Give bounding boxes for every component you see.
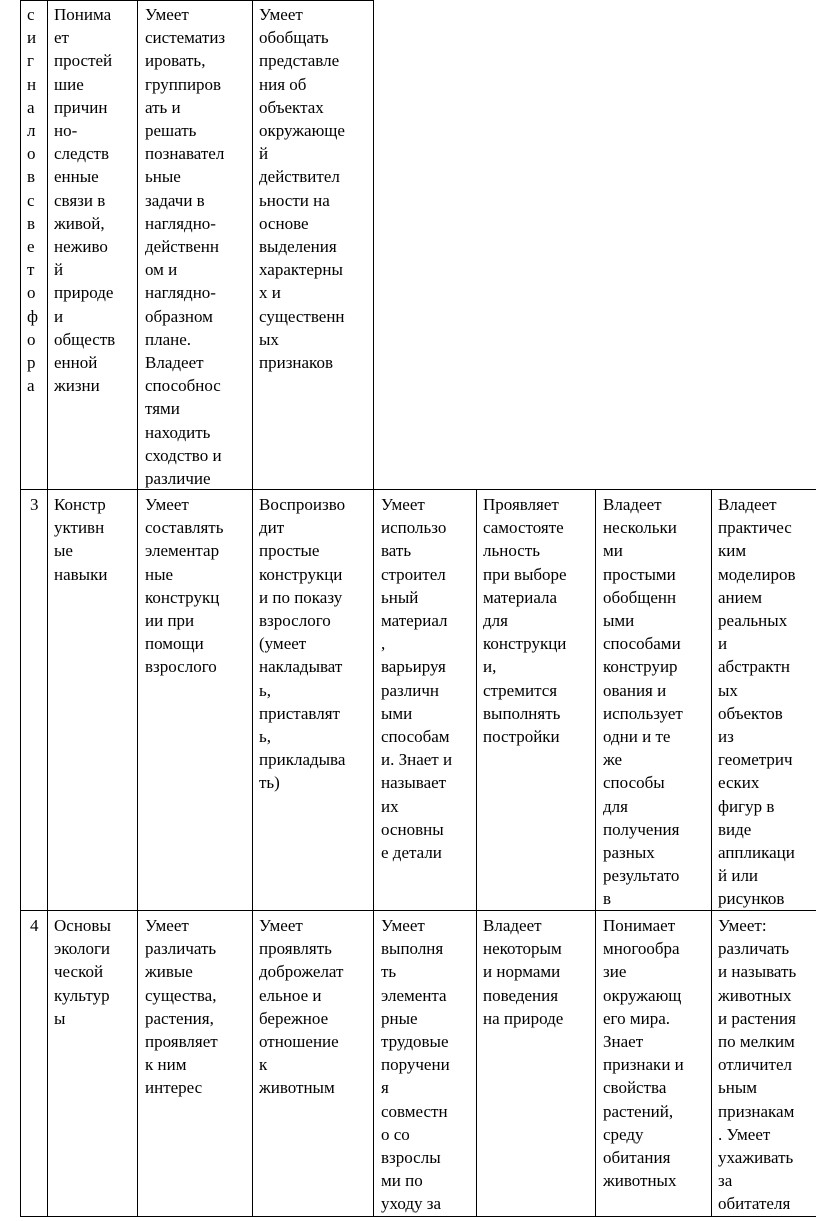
row4-col6: Понимает многообра зие окружающ его мира. Знает признаки и свойства растений, среду обитания животных xyxy=(603,916,684,1191)
col-line-7 xyxy=(711,489,712,1217)
col-line-3 xyxy=(252,0,253,1217)
row4-col4: Умеет выполня ть элемента рные трудовые поручени я совместн о со взрослы ми по уходу за xyxy=(381,916,450,1214)
col-line-5 xyxy=(476,489,477,1217)
row4-col2: Умеет различать живые существа, растения, проявляет к ним интерес xyxy=(145,916,218,1098)
col-line-2 xyxy=(137,0,138,1217)
table-border-top xyxy=(20,0,373,1)
row3-col5: Проявляет самостояте льность при выборе материала для конструкци и, стремится выполнять постройки xyxy=(483,495,567,747)
col-line-4 xyxy=(373,0,374,1217)
col-line-6 xyxy=(595,489,596,1217)
top-row-col2: Умеет систематиз ировать, группиров ать и решать познавател ьные задачи в наглядно- действенн ом и наглядно- образном плане. Владеет способнос тями находить сходство и различие xyxy=(145,5,226,489)
row-divider-1 xyxy=(20,489,816,490)
row3-col2: Умеет составлять элементар ные конструкц ии при помощи взрослого xyxy=(145,495,224,677)
row4-col5: Владеет некоторым и нормами поведения на природе xyxy=(483,916,564,1028)
row3-number: 3 xyxy=(30,495,39,514)
row4-col7: Умеет: различать и называть животных и растения по мелким отличител ьным признакам . Умеет ухаживать за обитателя xyxy=(718,916,797,1214)
row4-number: 4 xyxy=(30,916,39,935)
table-border-bottom xyxy=(20,1216,816,1217)
row3-col4: Умеет использо вать строител ьный материал , варьируя различн ыми способам и. Знает и называет их основны е детали xyxy=(381,495,453,863)
row3-col1: Констр уктивн ые навыки xyxy=(54,495,108,584)
row4-col3: Умеет проявлять доброжелат ельное и бережное отношение к животным xyxy=(259,916,344,1098)
col-line-0 xyxy=(20,0,21,1217)
top-row-col1: Понима ет простей шие причин но- следств енные связи в живой, неживо й природе и обществ енной жизни xyxy=(54,5,116,396)
col-line-1 xyxy=(47,0,48,1217)
row3-col6: Владеет нескольки ми простыми обобщенн ыми способами конструир ования и использует одни и те же способы для получения разных результато в xyxy=(603,495,683,909)
top-row-col3: Умеет обобщать представле ния об объектах окружающе й действител ьности на основе выделения характерны х и существенн ых признаков xyxy=(259,5,345,373)
row3-col7: Владеет практичес ким моделиров анием реальных и абстрактн ых объектов из геометрич еских фигур в виде аппликаци й или рисунков xyxy=(718,495,796,909)
top-row-letters: с и г н а л о в с в е т о ф о р а xyxy=(27,5,39,396)
row3-col3: Воспроизво дит простые конструкци и по показу взрослого (умеет накладыват ь, приставлят ь, прикладыва ть) xyxy=(259,495,346,793)
row4-col1: Основы экологи ческой культур ы xyxy=(54,916,111,1028)
